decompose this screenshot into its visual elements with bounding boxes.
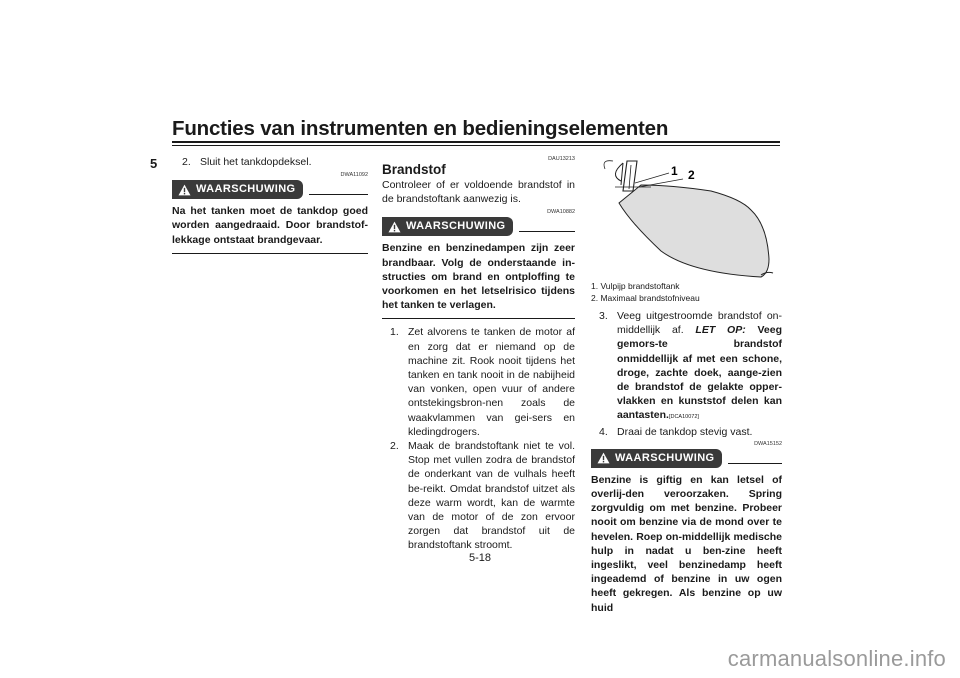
- list-item: [390, 325, 575, 439]
- warning-end-rule: [382, 318, 575, 319]
- warning-label: WAARSCHUWING: [196, 183, 296, 196]
- warning-rule: [519, 231, 575, 232]
- step-text: Draai de tankdop stevig vast.: [617, 425, 753, 438]
- warning-code: DWA11092: [340, 172, 368, 179]
- list-item: [599, 425, 782, 439]
- fuel-tank-illustration: [591, 155, 782, 279]
- figure-label-2: 2: [688, 168, 695, 182]
- chapter-tab: 5: [150, 156, 158, 171]
- warning-header: [172, 180, 368, 199]
- warning-code: DWA15152: [754, 440, 782, 447]
- section-intro: Controleer of er voldoende brandstof in de brandstoftank aanwezig is.: [382, 179, 575, 206]
- step-text: Maak de brandstoftank niet te vol. Stop met vullen zodra de brandstof de onderkant van de vulhals heeft be-reikt. Omdat brandstof uitzet als deze warm wordt, kan de warmte van de motor of de zon ervoor zorgen dat brandstof uit de brandstoftank stroomt.: [408, 440, 575, 552]
- list-item: [182, 155, 368, 169]
- column-1: [172, 155, 368, 254]
- warning-text: Benzine en benzinedampen zijn zeer brandbaar. Volg de onderstaande in-structies om brand en ontploffing te voorkomen en het letselrisico tijdens het tanken te verlagen.: [382, 242, 575, 312]
- list-item: [599, 309, 782, 425]
- step-text: Sluit het tankdopdeksel.: [200, 156, 312, 168]
- warning-badge: [172, 180, 303, 199]
- warning-text: Na het tanken moet de tankdop goed worden aangedraaid. Door brandstof-lekkage ontstaat brandgevaar.: [172, 205, 368, 246]
- warning-header: [591, 449, 782, 468]
- step-number: 4.: [599, 425, 608, 438]
- warning-triangle-icon: [388, 221, 401, 233]
- list-item: [390, 439, 575, 553]
- warning-header: [382, 217, 575, 236]
- step-text: Veeg uitgestroomde brandstof on-middellijk af.: [617, 310, 782, 337]
- warning-badge: [382, 217, 513, 236]
- section-title: Brandstof: [382, 162, 446, 177]
- step-number: 2.: [390, 440, 399, 453]
- warning-label: WAARSCHUWING: [615, 451, 715, 464]
- warning-end-rule: [172, 253, 368, 254]
- step-number: 2.: [182, 156, 191, 168]
- warning-rule: [728, 463, 782, 464]
- letop-label: LET OP:: [695, 324, 746, 337]
- header-rule-thin: [172, 145, 780, 146]
- warning-text: Benzine is giftig en kan letsel of overlij-den veroorzaken. Spring zorgvuldig om met benzine. Probeer nooit om benzine via de mond over te hevelen. Roep on-middellijk medische hulp in nadat u ben-zine heeft ingeslikt, veel benzinedamp heeft ingeademd of benzine in uw ogen heeft gekregen. Als benzine op uw huid: [591, 473, 782, 614]
- page-header-title: Functies van instrumenten en bedieningselementen: [172, 117, 669, 140]
- figure-caption: 1. Vulpijp brandstoftank: [591, 281, 680, 291]
- figure-label-1: 1: [671, 164, 678, 178]
- step-number: 1.: [390, 326, 399, 339]
- warning-triangle-icon: [597, 452, 610, 464]
- warning-label: WAARSCHUWING: [406, 220, 506, 233]
- warning-code: DWA10882: [547, 209, 575, 216]
- step-text: Zet alvorens te tanken de motor af en zorg dat er niemand op de machine zit. Rook nooit tijdens het tanken en tank nooit in de nabijheid van vonken, open vuur of andere ontstekingsbron-nen zoals de waakvlammen van gei-sers en kledingdrogers.: [408, 326, 575, 438]
- column-2: [382, 155, 575, 553]
- page-number: 5-18: [468, 552, 492, 564]
- step-number: 3.: [599, 310, 608, 322]
- warning-badge: [591, 449, 722, 468]
- watermark-footer: carmanualsonline.info: [727, 646, 946, 671]
- section-code: DAU13213: [548, 156, 575, 162]
- caution-code: [DCA10072]: [668, 414, 699, 421]
- column-3: [591, 155, 782, 615]
- figure-caption: 2. Maximaal brandstofniveau: [591, 293, 700, 303]
- warning-triangle-icon: [178, 184, 191, 196]
- warning-rule: [309, 194, 368, 195]
- header-rule: [172, 141, 780, 143]
- caution-text: Veeg gemors-te brandstof onmiddellijk af met een schone, droge, zachte doek, aange-zien de brandstof de gelakte opper-vlakken en kunststof delen kan aantasten.: [617, 324, 783, 422]
